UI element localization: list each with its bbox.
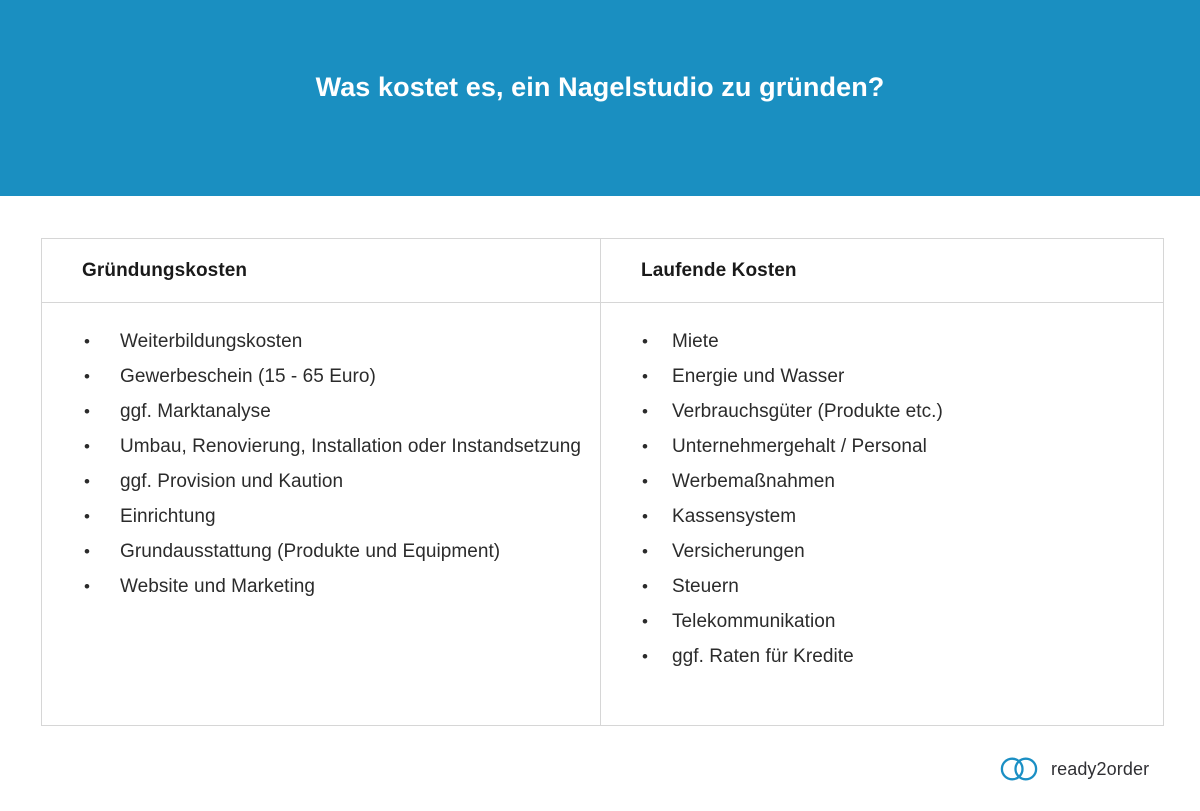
ready2order-logo <box>999 757 1149 781</box>
list-item <box>42 569 586 604</box>
list-item <box>601 639 1149 674</box>
list-item-label: ggf. Provision und Kaution <box>120 471 344 492</box>
list-item <box>42 499 586 534</box>
column-header-cell-founding-costs <box>42 239 601 302</box>
list-item-label: ggf. Marktanalyse <box>120 401 271 422</box>
list-item-label: Gewerbeschein (15 - 65 Euro) <box>120 366 376 387</box>
bullet-icon: • <box>641 472 648 491</box>
list-item-label: Weiterbildungskosten <box>120 331 303 352</box>
ready2order-wordmark: ready2order <box>1051 759 1150 779</box>
table-header-row <box>42 239 1163 303</box>
list-item-label: Unternehmergehalt / Personal <box>672 436 927 457</box>
list-item <box>42 429 586 464</box>
list-item-label: Umbau, Renovierung, Installation oder Instandsetzung <box>120 436 581 457</box>
bullet-icon: • <box>83 542 90 561</box>
bullet-icon: • <box>641 507 648 526</box>
list-item <box>601 464 1149 499</box>
bullet-icon: • <box>83 332 90 351</box>
bullet-icon: • <box>641 612 648 631</box>
column-header-label-running-costs: Laufende Kosten <box>641 259 797 281</box>
list-item-label: Miete <box>672 331 719 352</box>
list-item-label: Energie und Wasser <box>672 366 845 387</box>
list-item <box>42 359 586 394</box>
header-band <box>0 0 1200 196</box>
list-item <box>42 394 586 429</box>
bullet-icon: • <box>641 577 648 596</box>
list-item <box>601 604 1149 639</box>
list-item <box>601 324 1149 359</box>
bullet-icon: • <box>641 332 648 351</box>
bullet-icon: • <box>641 402 648 421</box>
column-body-founding-costs <box>42 303 601 725</box>
list-item-label: Telekommunikation <box>672 611 836 632</box>
list-item-label: ggf. Raten für Kredite <box>672 646 854 667</box>
founding-costs-list <box>42 324 586 604</box>
list-item-label: Website und Marketing <box>120 576 316 597</box>
bullet-icon: • <box>83 507 90 526</box>
ready2order-rings-icon <box>999 757 1041 781</box>
list-item <box>42 464 586 499</box>
list-item <box>42 534 586 569</box>
bullet-icon: • <box>641 437 648 456</box>
running-costs-list <box>601 324 1149 674</box>
list-item <box>601 534 1149 569</box>
list-item-label: Werbemaßnahmen <box>672 471 835 492</box>
list-item-label: Einrichtung <box>120 506 216 527</box>
bullet-icon: • <box>83 402 90 421</box>
list-item-label: Verbrauchsgüter (Produkte etc.) <box>672 401 943 422</box>
bullet-icon: • <box>641 647 648 666</box>
list-item-label: Kassensystem <box>672 506 797 527</box>
bullet-icon: • <box>83 577 90 596</box>
table-body-row <box>42 303 1163 725</box>
list-item <box>601 359 1149 394</box>
list-item-label: Grundausstattung (Produkte und Equipment) <box>120 541 501 562</box>
list-item <box>601 394 1149 429</box>
column-header-cell-running-costs <box>601 239 1163 302</box>
page-title: Was kostet es, ein Nagelstudio zu gründen? <box>315 72 885 103</box>
column-body-running-costs <box>601 303 1163 725</box>
bullet-icon: • <box>641 542 648 561</box>
bullet-icon: • <box>83 472 90 491</box>
list-item-label: Steuern <box>672 576 739 597</box>
list-item-label: Versicherungen <box>672 541 805 562</box>
bullet-icon: • <box>83 437 90 456</box>
column-header-label-founding-costs: Gründungskosten <box>82 259 248 281</box>
list-item <box>42 324 586 359</box>
bullet-icon: • <box>83 367 90 386</box>
list-item <box>601 429 1149 464</box>
bullet-icon: • <box>641 367 648 386</box>
list-item <box>601 499 1149 534</box>
list-item <box>601 569 1149 604</box>
cost-comparison-table <box>41 238 1164 726</box>
